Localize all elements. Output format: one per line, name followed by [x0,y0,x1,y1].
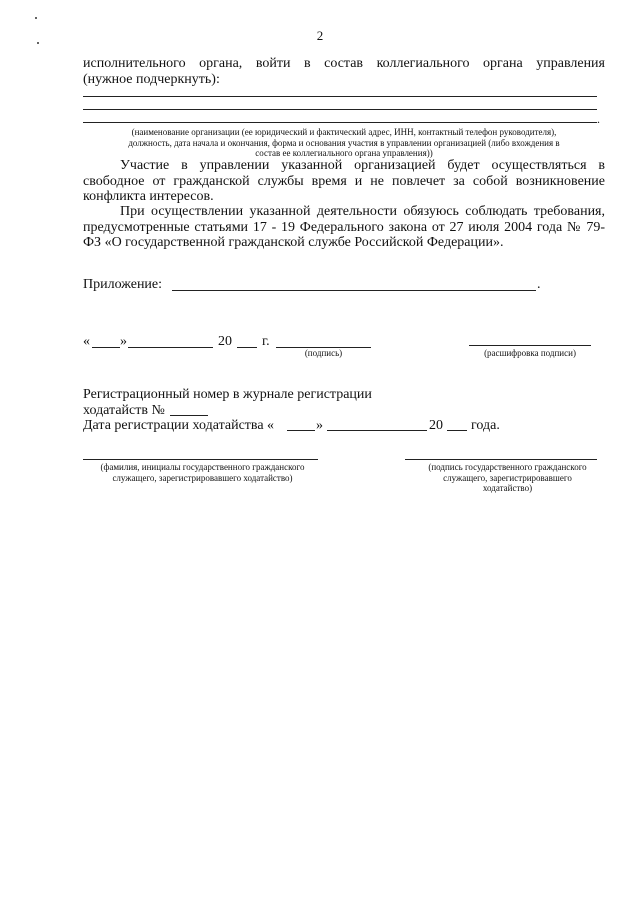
registration-line-2: ходатайств № [83,403,165,418]
registration-year-prefix: 20 [429,418,443,433]
footer-right-caption-line-3: ходатайство) [482,483,533,493]
date-quote-close: » [120,334,127,349]
decryption-caption: (расшифровка подписи) [484,348,576,358]
attachment-fill-line [172,290,536,291]
intro-line-1: исполнительного органа, войти в состав коллегиального органа управления [83,56,605,71]
date-year-line [237,347,257,348]
intro-line-2: (нужное подчеркнуть): [83,71,220,87]
footer-left-caption-line-1: (фамилия, инициалы государственного гражданского [100,462,305,472]
org-caption [83,127,605,159]
org-fill-line-1 [83,96,597,97]
footer-right-caption-line-1: (подпись государственного гражданского [428,462,587,472]
registration-year-suffix: года. [471,418,500,433]
scan-mark [35,17,37,19]
registration-month-line [327,430,427,431]
registration-day-line [287,430,315,431]
page-number: 2 [316,28,324,43]
org-fill-end-dot: . [597,112,600,126]
registration-date-label: Дата регистрации ходатайства « [83,418,275,433]
decryption-line [469,345,591,346]
footer-left-line [83,459,318,460]
paragraph-obligation: При осуществлении указанной деятельности обязуюсь соблюдать требования, предусмотренные статьями 17 - 19 Федерального закона от 27 июля 2004 года № 79-ФЗ «О государственной гражданской службе Российской Федерации». [83,204,605,250]
registration-line-1: Регистрационный номер в журнале регистрации [83,387,372,402]
date-year-prefix: 20 [218,334,232,349]
paragraph-participation: Участие в управлении указанной организацией будет осуществляться в свободное от гражданской службы время и не повлечет за собой возникновение конфликта интересов. [83,158,605,204]
date-month-line [128,347,213,348]
org-caption-line-3: состав ее коллегиального органа управления)) [255,148,433,158]
footer-left-caption-line-2: служащего, зарегистрировавшего ходатайство) [112,472,293,483]
footer-left-caption [80,462,325,483]
org-caption-line-1: (наименование организации (ее юридический и фактический адрес, ИНН, контактный телефон руководителя), [131,127,557,137]
attachment-label: Приложение: [83,277,163,292]
registration-number-line [170,415,208,416]
registration-year-line [447,430,467,431]
attachment-end-dot: . [537,277,541,292]
date-day-line [92,347,120,348]
registration-date-quote-close: » [316,418,323,433]
footer-right-line [405,459,597,460]
org-fill-line-2 [83,109,597,110]
footer-right-caption-line-2: служащего, зарегистрировавшего [443,472,572,483]
signature-caption: (подпись) [304,348,343,358]
date-year-suffix: г. [262,334,270,349]
org-caption-line-2: должность, дата начала и окончания, форма и основания участия в управлении организацией (либо вхождения в [128,137,560,148]
date-quote-open: « [83,334,90,349]
footer-right-caption [400,462,615,494]
intro-text [83,56,605,87]
org-fill-line-3 [83,122,597,123]
